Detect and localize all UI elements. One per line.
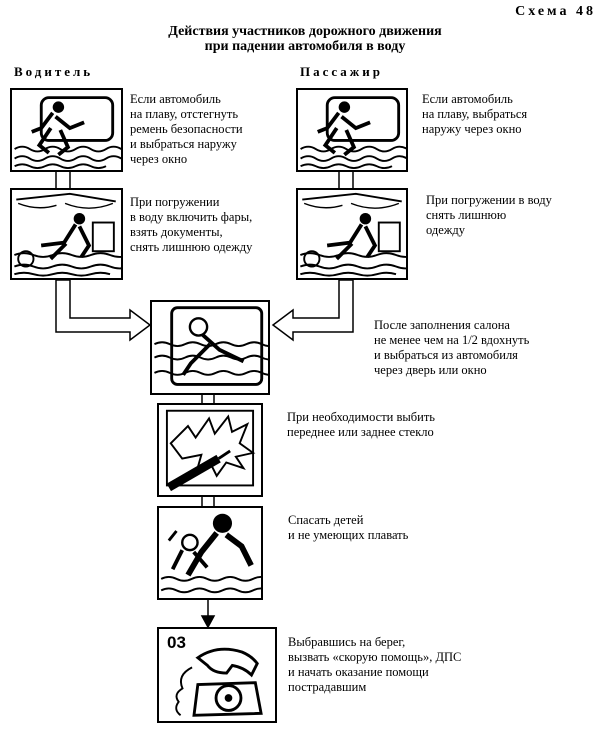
driver-arrow-to-common [56, 280, 150, 340]
passenger-arrow-to-common [273, 280, 353, 340]
driver-in-sinking-car-icon [12, 190, 121, 278]
broken-glass-icon [159, 405, 261, 495]
common-step-2-text: При необходимости выбить переднее или заднее стекло [287, 410, 435, 439]
passenger-in-sinking-car-icon [298, 190, 406, 278]
scheme-number: Схема 48 [515, 4, 596, 19]
title-line-2: при падении автомобиля в воду [204, 39, 406, 54]
common-step-4-text: Выбравшись на берег, вызвать «скорую помощь», ДПС и начать оказание помощи пострадавшим [288, 635, 462, 694]
common-step-3-text: Спасать детей и не умеющих плавать [288, 513, 409, 542]
driver-column-header: Водитель [14, 64, 94, 79]
driver-step-2-text: При погружении в воду включить фары, взять документы, снять лишнюю одежду [130, 195, 253, 254]
rescue-children-image [157, 506, 263, 600]
passenger-column-header: Пассажир [300, 64, 383, 79]
swimming-out-image [150, 300, 270, 395]
adult-rescuing-child-icon [159, 508, 261, 598]
passenger-step-2-text: При погружении в воду снять лишнюю одежду [426, 193, 552, 237]
person-climbing-out-icon [298, 90, 406, 170]
driver-exit-window-image [10, 88, 123, 172]
title-line-1: Действия участников дорожного движения [168, 24, 442, 39]
passenger-step-1-text: Если автомобиль на плаву, выбраться наружу через окно [422, 92, 528, 136]
passenger-exit-window-image [296, 88, 408, 172]
arrow-to-phone [202, 616, 214, 627]
phone-number-03: 03 [167, 633, 186, 652]
driver-underwater-image [10, 188, 123, 280]
person-climbing-out-icon [12, 90, 121, 170]
person-swimming-out-icon [152, 302, 268, 393]
driver-connector-1 [56, 170, 70, 190]
driver-step-1-text: Если автомобиль на плаву, отстегнуть ремень безопасности и выбраться наружу через окно [130, 92, 243, 166]
breaking-glass-image [157, 403, 263, 497]
passenger-connector-1 [339, 170, 353, 190]
common-step-1-text: После заполнения салона не менее чем на 1/2 вдохнуть и выбраться из автомобиля через дверь или окно [374, 318, 530, 377]
emergency-phone-image [157, 627, 277, 723]
passenger-underwater-image [296, 188, 408, 280]
